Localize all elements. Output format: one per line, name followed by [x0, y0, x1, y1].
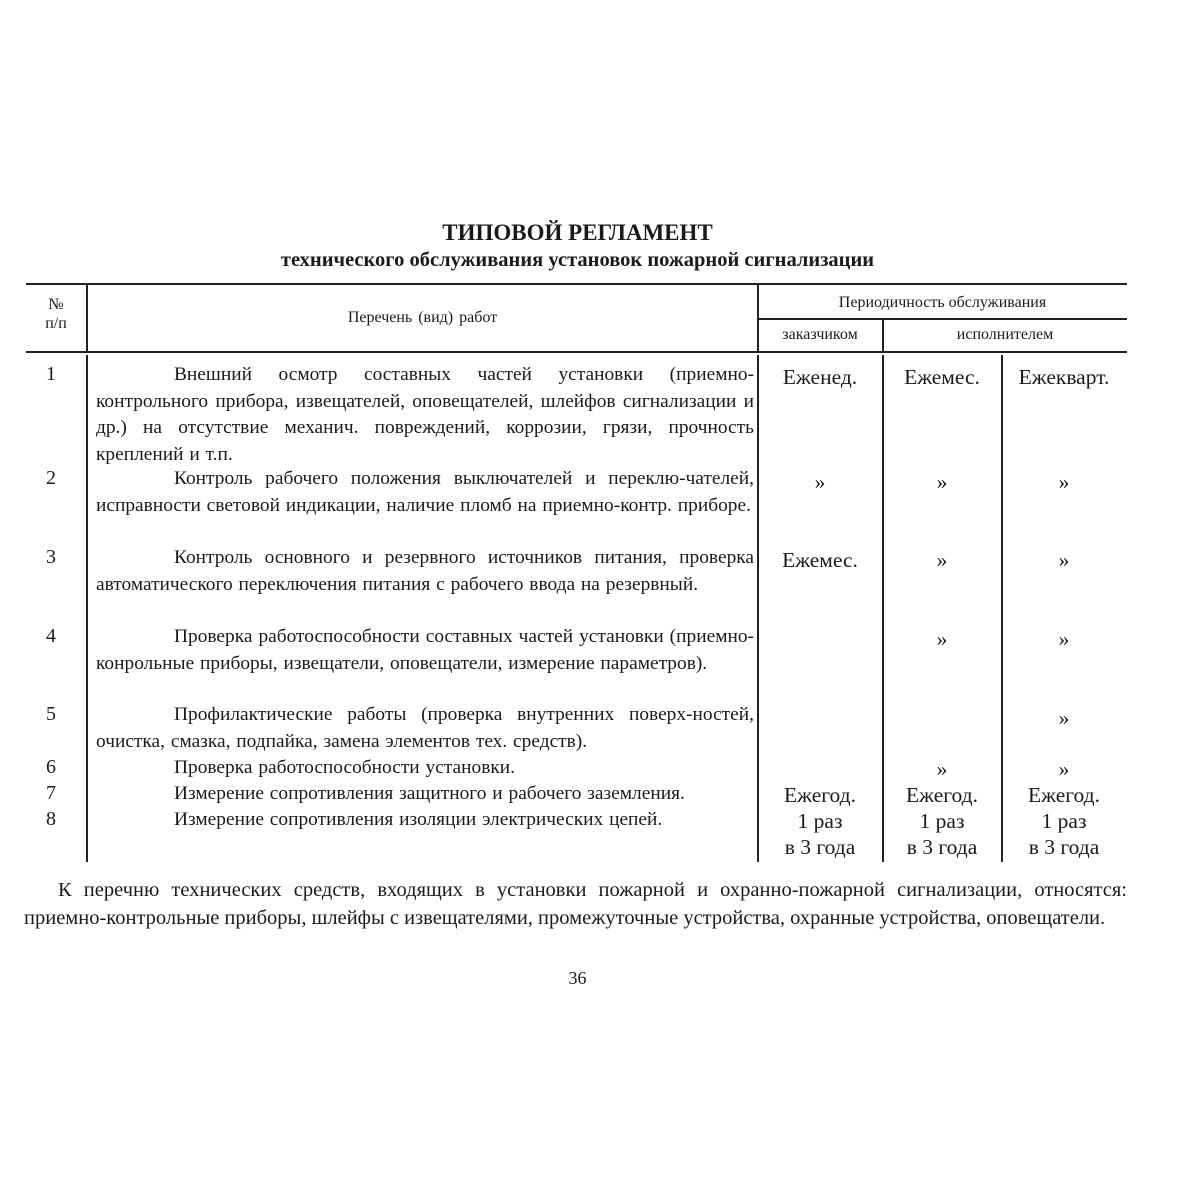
- row-executor-period-2: »: [1058, 627, 1070, 651]
- row-number: 2: [46, 467, 56, 489]
- table-top-border: [26, 283, 1127, 285]
- row-executor-period-2: »: [1058, 757, 1070, 781]
- row-work: Контроль рабочего положения выключателей и переклю-чателей, исправности световой индикации, наличие пломб на приемно-контр. приборе.: [96, 468, 754, 516]
- header-customer: заказчиком: [782, 326, 858, 343]
- row-customer-period: »: [814, 470, 826, 494]
- row-number: 1: [46, 363, 56, 385]
- work-column-left-border: [86, 355, 88, 862]
- row-executor-period-2: »: [1058, 470, 1070, 494]
- row-customer-period: Ежемес.: [782, 548, 858, 572]
- row-executor-period-1: Ежемес.: [904, 365, 980, 389]
- row-executor-period-1: »: [936, 627, 948, 651]
- row-number: 3: [46, 546, 56, 568]
- row-number: 5: [46, 703, 56, 725]
- document-title: ТИПОВОЙ РЕГЛАМЕНТ: [442, 220, 713, 245]
- row-executor-period-1: »: [936, 548, 948, 572]
- row-executor-period-1: »: [936, 757, 948, 781]
- row-work: Внешний осмотр составных частей установки (приемно-контрольного прибора, извещателей, оповещателей, шлейфов сигнализации и др.) на отсутствие механич. повреждений, коррозии, грязи, прочность креплений и т.п.: [96, 364, 754, 465]
- document-subtitle: технического обслуживания установок пожарной сигнализации: [280, 249, 875, 271]
- header-bottom-border: [26, 351, 1127, 353]
- row-executor-period-2: »: [1058, 706, 1070, 730]
- row-executor-period-2: 1 раз в 3 года: [1028, 809, 1100, 859]
- row-work: Измерение сопротивления защитного и рабочего заземления.: [174, 783, 685, 804]
- row-work: Контроль основного и резервного источников питания, проверка автоматического переключения питания с рабочего ввода на резервный.: [96, 547, 754, 595]
- row-executor-period-2: Ежекварт.: [1018, 365, 1110, 389]
- row-number: 8: [46, 808, 56, 830]
- row-customer-period: Ежегод.: [784, 783, 856, 807]
- row-number: 4: [46, 625, 56, 647]
- header-period: Периодичность обслуживания: [838, 294, 1047, 311]
- row-customer-period: 1 раз в 3 года: [784, 809, 856, 859]
- header-num: № п/п: [45, 296, 67, 332]
- row-work: Проверка работоспособности установки.: [174, 757, 516, 778]
- row-executor-period-1: Ежегод.: [906, 783, 978, 807]
- row-work: Проверка работоспособности составных частей установки (приемно-конрольные приборы, извещатели, оповещатели, измерение параметров).: [96, 626, 754, 674]
- row-number: 6: [46, 756, 56, 778]
- page-number: 36: [568, 968, 587, 988]
- row-executor-period-2: »: [1058, 548, 1070, 572]
- row-executor-period-2: Ежегод.: [1028, 783, 1100, 807]
- header-work: Перечень (вид) работ: [347, 309, 498, 326]
- period-header-divider: [758, 318, 1127, 320]
- header-executor: исполнителем: [956, 326, 1054, 343]
- row-executor-period-1: »: [936, 470, 948, 494]
- row-work: Профилактические работы (проверка внутренних поверх-ностей, очистка, смазка, подпайка, замена элементов тех. средств).: [96, 704, 754, 752]
- row-executor-period-1: 1 раз в 3 года: [906, 809, 978, 859]
- row-customer-period: Еженед.: [782, 365, 858, 389]
- footer-paragraph: К перечню технических средств, входящих в установки пожарной и охранно-пожарной сигнализации, относятся: приемно-контрольные приборы, шлейфы с извещателями, промежуточные устройства, охранные устройства, оповещатели.: [24, 879, 1127, 929]
- row-work: Измерение сопротивления изоляции электрических цепей.: [174, 809, 663, 830]
- row-number: 7: [46, 782, 56, 804]
